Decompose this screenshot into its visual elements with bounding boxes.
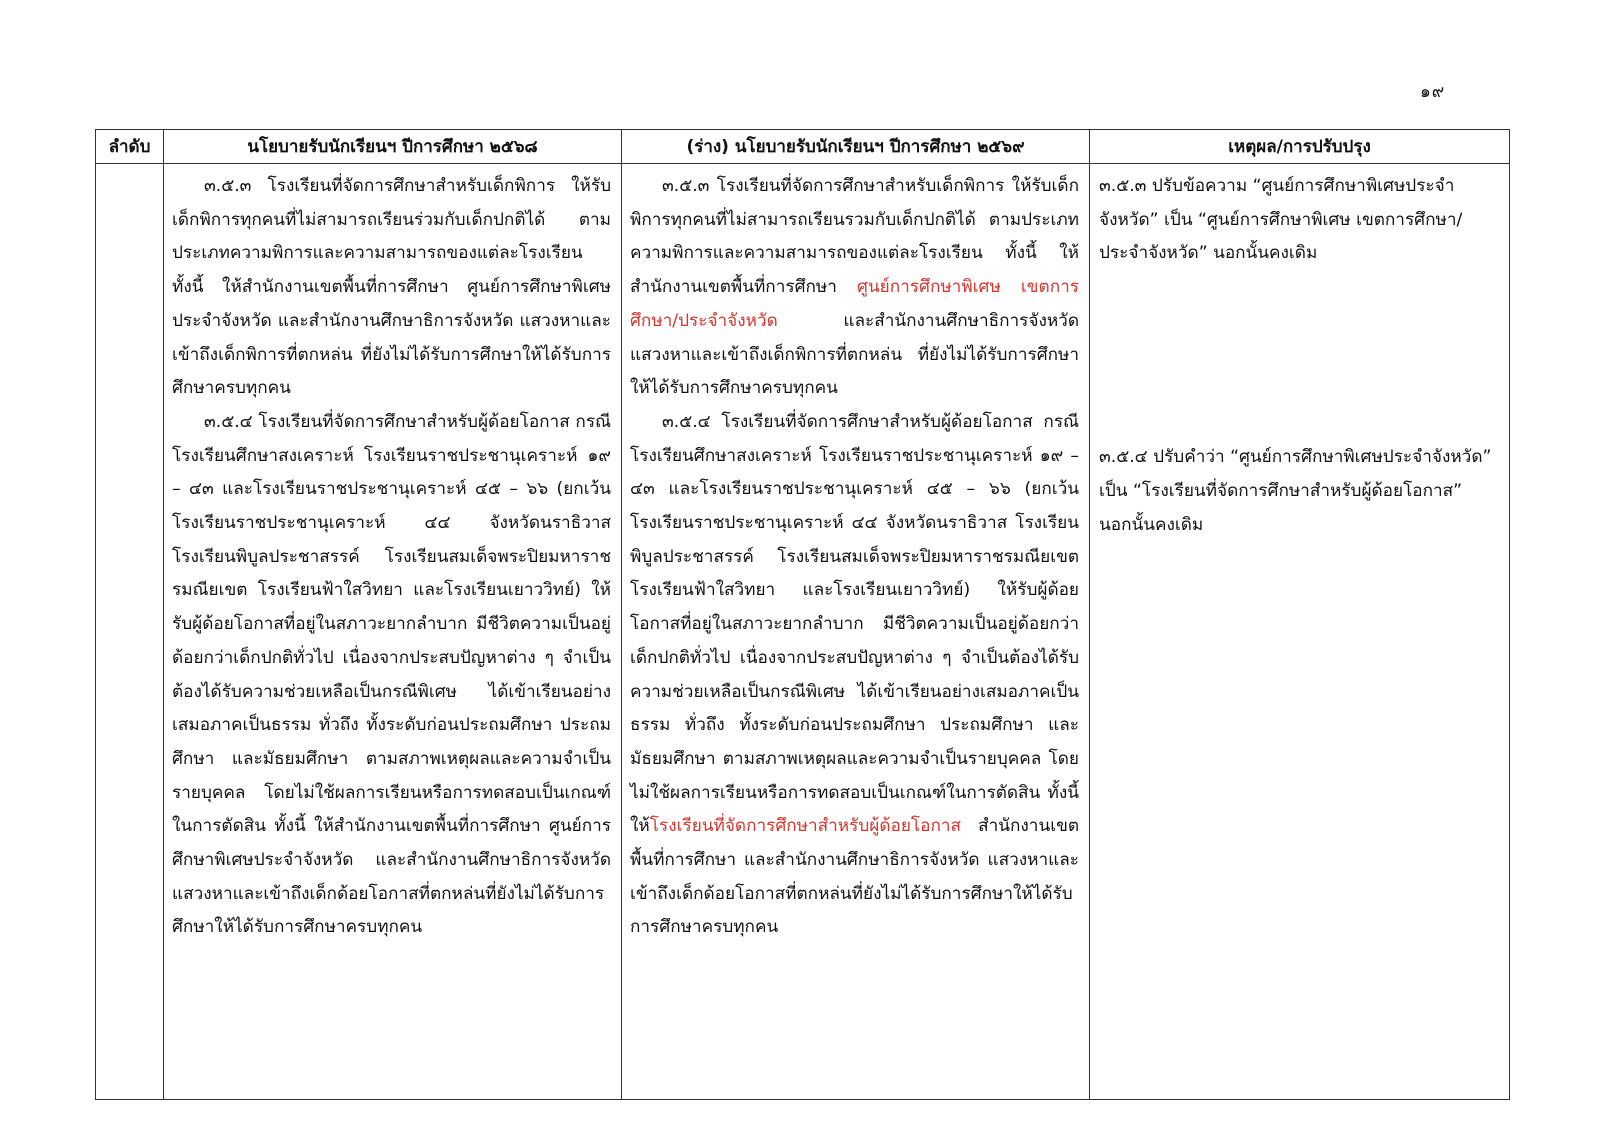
order-cell: [96, 164, 164, 1100]
reason-spacer: [1099, 407, 1497, 441]
old-policy-cell: [164, 164, 622, 1100]
header-new-policy: (ร่าง) นโยบายรับนักเรียนฯ ปีการศึกษา ๒๕๖๙: [622, 130, 1090, 164]
policy-comparison-table: [95, 129, 1510, 1100]
reason-spacer: [1099, 305, 1497, 339]
header-order: ลำดับ: [96, 130, 164, 164]
new-policy-3-5-3-text-a: ๓.๕.๓ โรงเรียนที่จัดการศึกษาสำหรับเด็กพิการ ให้รับเด็กพิการทุกคนที่ไม่สามารถเรียนรวมกับเด็กปกติได้ ตามประเภทความพิการและความสามารถของแต่ละโรงเรียน ทั้งนี้ ให้สำนักงานเขตพื้นที่การศึกษา: [630, 176, 1079, 298]
reason-spacer: [1099, 339, 1497, 373]
old-policy-3-5-3: ๓.๕.๓ โรงเรียนที่จัดการศึกษาสำหรับเด็กพิการ ให้รับเด็กพิการทุกคนที่ไม่สามารถเรียนร่วมกับเด็กปกติได้ ตามประเภทความพิการและความสามารถของแต่ละโรงเรียน ทั้งนี้ ให้สำนักงานเขตพื้นที่การศึกษา ศูนย์การศึกษาพิเศษประจำจังหวัด และสำนักงานศึกษาธิการจังหวัด แสวงหาและเข้าถึงเด็กพิการที่ตกหล่น ที่ยังไม่ได้รับการศึกษาให้ได้รับการศึกษาครบทุกคน: [172, 176, 611, 399]
reason-spacer: [1099, 373, 1497, 407]
new-policy-3-5-3-text-b: และสำนักงานศึกษาธิการจังหวัด แสวงหาและเข้าถึงเด็กพิการที่ตกหล่น ที่ยังไม่ได้รับการศึกษาให้ได้รับการศึกษาครบทุกคน: [630, 310, 1079, 399]
new-policy-3-5-3-highlight: ศูนย์การศึกษาพิเศษ เขตการศึกษา/ประจำจังหวัด: [630, 277, 1079, 331]
table-header-row: [96, 130, 1510, 164]
page-number: ๑๙: [1420, 82, 1446, 102]
new-policy-3-5-4-text-b: สำนักงานเขตพื้นที่การศึกษา และสำนักงานศึกษาธิการจังหวัด แสวงหาและเข้าถึงเด็กด้อยโอกาสที่ตกหล่นที่ยังไม่ได้รับการศึกษาให้ได้รับการศึกษาครบทุกคน: [630, 816, 1079, 938]
new-policy-3-5-3: [630, 170, 1079, 406]
reason-spacer: [1099, 271, 1497, 305]
new-policy-cell: [622, 164, 1090, 1100]
old-policy-3-5-4: ๓.๕.๔ โรงเรียนที่จัดการศึกษาสำหรับผู้ด้อยโอกาส กรณีโรงเรียนศึกษาสงเคราะห์ โรงเรียนราชประชานุเคราะห์ ๑๙ – ๔๓ และโรงเรียนราชประชานุเคราะห์ ๔๕ – ๖๖ (ยกเว้นโรงเรียนราชประชานุเคราะห์ ๔๔ จังหวัดนราธิวาส โรงเรียนพิบูลประชาสรรค์ โรงเรียนสมเด็จพระปิยมหาราชรมณียเขต โรงเรียนฟ้าใสวิทยา และโรงเรียนเยาววิทย์) ให้รับผู้ด้อยโอกาสที่อยู่ในสภาวะยากลำบาก มีชีวิตความเป็นอยู่ด้อยกว่าเด็กปกติทั่วไป เนื่องจากประสบปัญหาต่าง ๆ จำเป็นต้องได้รับความช่วยเหลือเป็นกรณีพิเศษ ได้เข้าเรียนอย่างเสมอภาคเป็นธรรม ทั่วถึง ทั้งระดับก่อนประถมศึกษา ประถมศึกษา และมัธยมศึกษา ตามสภาพเหตุผลและความจำเป็นรายบุคคล โดยไม่ใช้ผลการเรียนหรือการทดสอบเป็นเกณฑ์ในการตัดสิน ทั้งนี้ ให้สำนักงานเขตพื้นที่การศึกษา ศูนย์การศึกษาพิเศษประจำจังหวัด และสำนักงานศึกษาธิการจังหวัด แสวงหาและเข้าถึงเด็กด้อยโอกาสที่ตกหล่นที่ยังไม่ได้รับการศึกษาให้ได้รับการศึกษาครบทุกคน: [172, 411, 611, 938]
header-old-policy: นโยบายรับนักเรียนฯ ปีการศึกษา ๒๕๖๘: [164, 130, 622, 164]
new-policy-3-5-4-highlight: โรงเรียนที่จัดการศึกษาสำหรับผู้ด้อยโอกาส: [649, 816, 962, 837]
reason-cell: [1090, 164, 1510, 1100]
table-row: [96, 164, 1510, 1100]
new-policy-3-5-4: [630, 406, 1079, 945]
reason-3-5-4: ๓.๕.๔ ปรับคำว่า “ศูนย์การศึกษาพิเศษประจำจังหวัด” เป็น “โรงเรียนที่จัดการศึกษาสำหรับผู้ด้อยโอกาส” นอกนั้นคงเดิม: [1099, 447, 1492, 535]
header-reason: เหตุผล/การปรับปรุง: [1090, 130, 1510, 164]
reason-3-5-3: ๓.๕.๓ ปรับข้อความ “ศูนย์การศึกษาพิเศษประจำจังหวัด” เป็น “ศูนย์การศึกษาพิเศษ เขตการศึกษา/ประจำจังหวัด” นอกนั้นคงเดิม: [1099, 176, 1463, 264]
new-policy-3-5-4-text-a: ๓.๕.๔ โรงเรียนที่จัดการศึกษาสำหรับผู้ด้อยโอกาส กรณีโรงเรียนศึกษาสงเคราะห์ โรงเรียนราชประชานุเคราะห์ ๑๙ – ๔๓ และโรงเรียนราชประชานุเคราะห์ ๔๕ – ๖๖ (ยกเว้นโรงเรียนราชประชานุเคราะห์ ๔๔ จังหวัดนราธิวาส โรงเรียนพิบูลประชาสรรค์ โรงเรียนสมเด็จพระปิยมหาราชรมณียเขต โรงเรียนฟ้าใสวิทยา และโรงเรียนเยาววิทย์) ให้รับผู้ด้อยโอกาสที่อยู่ในสภาวะยากลำบาก มีชีวิตความเป็นอยู่ด้อยกว่าเด็กปกติทั่วไป เนื่องจากประสบปัญหาต่าง ๆ จำเป็นต้องได้รับความช่วยเหลือเป็นกรณีพิเศษ ได้เข้าเรียนอย่างเสมอภาคเป็นธรรม ทั่วถึง ทั้งระดับก่อนประถมศึกษา ประถมศึกษา และมัธยมศึกษา ตามสภาพเหตุผลและความจำเป็นรายบุคคล โดยไม่ใช้ผลการเรียนหรือการทดสอบเป็นเกณฑ์ในการตัดสิน ทั้งนี้ ให้: [630, 411, 1079, 837]
